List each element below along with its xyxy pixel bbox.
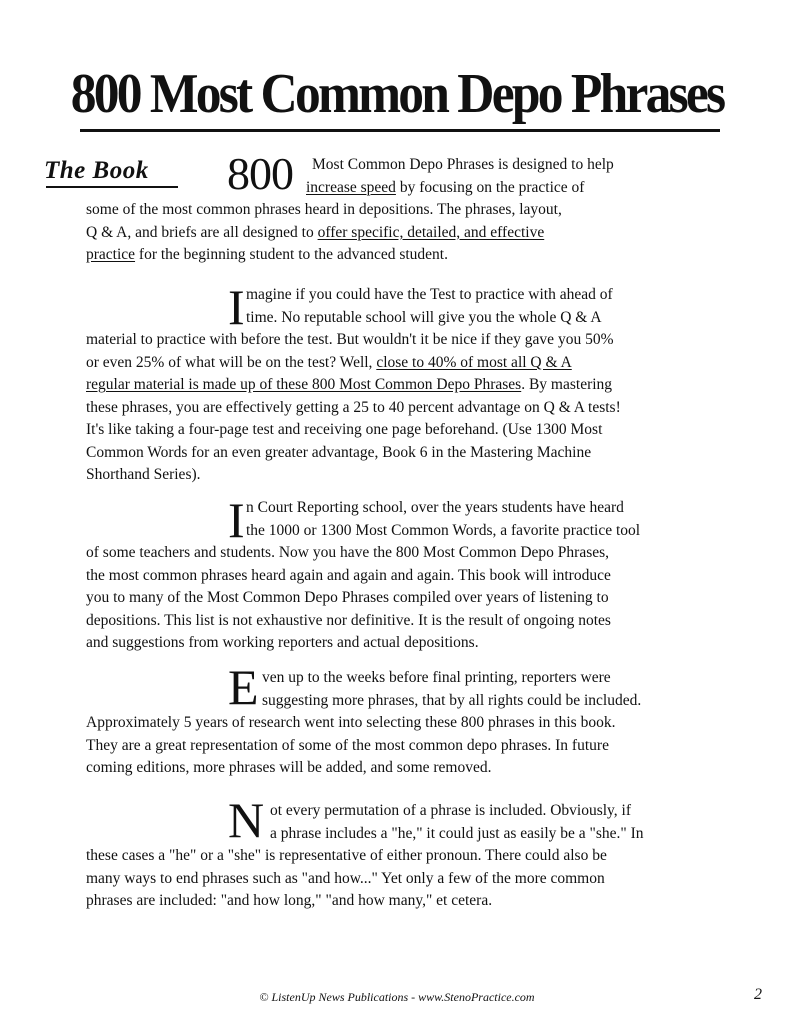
big-number: 800: [227, 148, 293, 199]
p2-underline-b: regular material is made up of these 800 Most Common Depo Phrases: [86, 376, 522, 393]
p5-line2: a phrase includes a "he," it could just as easily be a "she." In: [270, 824, 644, 842]
p1-line2: [86, 177, 698, 200]
p1-line3: some of the most common phrases heard in depositions. The phrases, layout,: [86, 201, 562, 218]
p5-line1: ot every permutation of a phrase is included. Obviously, if: [270, 802, 632, 819]
p4-line3: Approximately 5 years of research went into selecting these 800 phrases in this book.: [86, 714, 616, 731]
p1-underline-offer: offer specific, detailed, and effective: [317, 223, 545, 241]
p1-line5-rest: for the beginning student to the advanced student.: [135, 246, 448, 263]
p2-line7: It's like taking a four-page test and receiving one page beforehand. (Use 1300 Most: [86, 421, 603, 438]
paragraph-5: [86, 800, 698, 913]
p2-dropcap: I: [228, 279, 245, 335]
p1-line4-start: Q & A, and briefs are all designed to: [86, 223, 318, 241]
footer-copyright: © ListenUp News Publications - www.StenoPractice.com: [259, 990, 535, 1004]
p3-line3: of some teachers and students. Now you have the 800 Most Common Depo Phrases,: [86, 544, 610, 561]
p5-line3: these cases a "he" or a "she" is representative of either pronoun. There could also be: [86, 847, 607, 864]
p3-line2: the 1000 or 1300 Most Common Words, a favorite practice tool: [246, 521, 641, 539]
p5-dropcap: N: [228, 792, 265, 848]
p2-line8: Common Words for an even greater advantage, Book 6 in the Mastering Machine: [86, 443, 592, 461]
p3-line6: depositions. This list is not exhaustive nor definitive. It is the result of ongoing notes: [86, 611, 611, 629]
section-label: The Book: [44, 157, 149, 184]
p4-dropcap: E: [228, 659, 259, 715]
p3-line4: the most common phrases heard again and again and again. This book will introduce: [86, 566, 611, 584]
paragraph-3: [86, 492, 698, 655]
p4-line1: ven up to the weeks before final printing, reporters were: [262, 669, 611, 686]
title-underline: [80, 129, 720, 132]
p2-underline-a: close to 40% of most all Q & A: [376, 353, 572, 371]
p2-line5: [86, 374, 698, 397]
p5-line5: phrases are included: "and how long," "and how many," et cetera.: [86, 892, 493, 909]
p2-line4-start: or even 25% of what will be on the test? Well,: [86, 353, 377, 371]
paragraph-1: [86, 154, 698, 267]
p1-line2-rest: by focusing on the practice of: [395, 178, 585, 196]
p2-line5-rest: . By mastering: [521, 376, 613, 393]
p1-underline-practice: practice: [86, 246, 136, 263]
p1-line4: [86, 222, 698, 245]
p2-line2: time. No reputable school will give you the whole Q & A: [246, 308, 602, 326]
p1-line1: Most Common Depo Phrases is designed to help: [312, 156, 614, 173]
p4-line5: coming editions, more phrases will be added, and some removed.: [86, 759, 492, 776]
p3-line5: you to many of the Most Common Depo Phrases compiled over years of listening to: [86, 589, 609, 606]
p2-line4: [86, 352, 698, 375]
paragraph-4: [86, 667, 698, 780]
p2-line3: material to practice with before the test. But wouldn't it be nice if they gave you 50%: [86, 331, 614, 348]
p3-line1: n Court Reporting school, over the years students have heard: [246, 499, 624, 516]
p3-line7: and suggestions from working reporters and actual depositions.: [86, 634, 479, 651]
paragraph-2: [86, 279, 698, 487]
p1-underline-speed: increase speed: [306, 178, 396, 196]
p2-line1: magine if you could have the Test to practice with ahead of: [246, 286, 613, 303]
p5-line4: many ways to end phrases such as "and how..." Yet only a few of the more common: [86, 869, 605, 887]
page-number: 2: [754, 986, 762, 1003]
p1-line5: [86, 244, 698, 267]
p4-line4: They are a great representation of some of the most common depo phrases. In future: [86, 736, 609, 754]
p2-line6: these phrases, you are effectively getting a 25 to 40 percent advantage on Q & A tests!: [86, 398, 621, 416]
p2-line9: Shorthand Series).: [86, 466, 201, 483]
p3-dropcap: I: [228, 492, 245, 548]
p4-line2: suggesting more phrases, that by all rights could be included.: [262, 691, 642, 709]
page-title: 800 Most Common Depo Phrases: [70, 63, 724, 125]
